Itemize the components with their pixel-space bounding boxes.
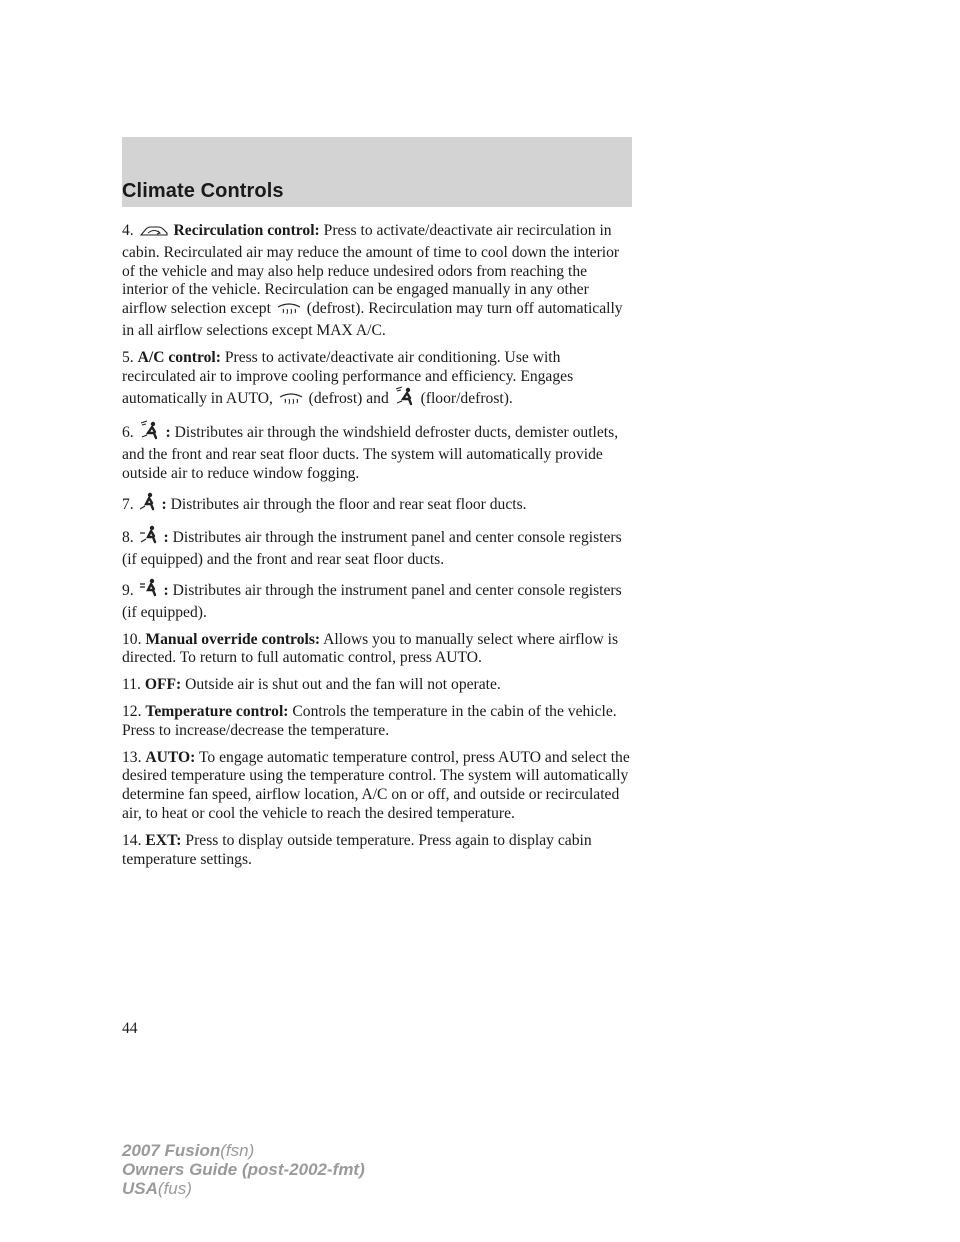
recirculation-icon bbox=[139, 224, 169, 244]
page-title: Climate Controls bbox=[122, 180, 284, 202]
page-number: 44 bbox=[122, 1020, 138, 1037]
floor-defrost-icon bbox=[139, 420, 161, 446]
list-item-5: 5. A/C control: Press to activate/deactivate air conditioning. Use with recirculated air to improve cooling performance and efficiency. Engages automatically in AUTO, (defrost) and (floor/defrost). bbox=[122, 349, 634, 412]
panel-floor-icon bbox=[139, 525, 159, 551]
panel-icon bbox=[139, 578, 159, 604]
list-item-8: 8. : Distributes air through the instrument panel and center console registers (if equipped) and the front and rear seat floor ducts. bbox=[122, 525, 634, 570]
footer-line-2: Owners Guide (post-2002-fmt) bbox=[122, 1160, 365, 1179]
list-item-10: 10. Manual override controls: Allows you to manually select where airflow is directed. To return to full automatic control, press AUTO. bbox=[122, 630, 619, 667]
defrost-icon bbox=[276, 300, 302, 322]
list-item-11: 11. OFF: Outside air is shut out and the fan will not operate. bbox=[122, 676, 501, 694]
list-item-6: 6. : Distributes air through the windshield defroster ducts, demister outlets, and the front and rear seat floor ducts. The system will automatically provide outside air to reduce window fogging. bbox=[122, 420, 634, 483]
list-item-12: 12. Temperature control: Controls the temperature in the cabin of the vehicle. Press to increase/decrease the temperature. bbox=[122, 702, 617, 739]
list-item-14: 14. EXT: Press to display outside temperature. Press again to display cabin temperature settings. bbox=[122, 831, 592, 868]
list-item-4: 4. Recirculation control: Press to activate/deactivate air recirculation in cabin. Recirculated air may reduce the amount of time to cool down the interior of the vehicle and may also help reduce undesired odors from reaching the interior of the vehicle. Recirculation can be engaged manually in any other airflow selection except (defrost). Recirculation may turn off automatically in all airflow selections except MAX A/C. bbox=[122, 222, 623, 339]
floor-icon bbox=[139, 492, 157, 518]
list-item-9: 9. : Distributes air through the instrument panel and center console registers (if equipped). bbox=[122, 578, 634, 623]
footer-line-3: USA(fus) bbox=[122, 1179, 192, 1198]
footer-line-1: 2007 Fusion(fsn) bbox=[122, 1141, 255, 1160]
document-footer bbox=[122, 1141, 365, 1198]
list-item-13: 13. AUTO: To engage automatic temperature control, press AUTO and select the desired temperature using the temperature control. The system will automatically determine fan speed, airflow location, A/C on or off, and outside or recirculated air, to heat or cool the vehicle to reach the desired temperature. bbox=[122, 748, 630, 822]
floor-defrost-icon bbox=[394, 386, 416, 412]
list-item-7: 7. : Distributes air through the floor and rear seat floor ducts. bbox=[122, 492, 634, 518]
defrost-icon bbox=[278, 390, 304, 412]
climate-controls-list bbox=[122, 222, 634, 877]
